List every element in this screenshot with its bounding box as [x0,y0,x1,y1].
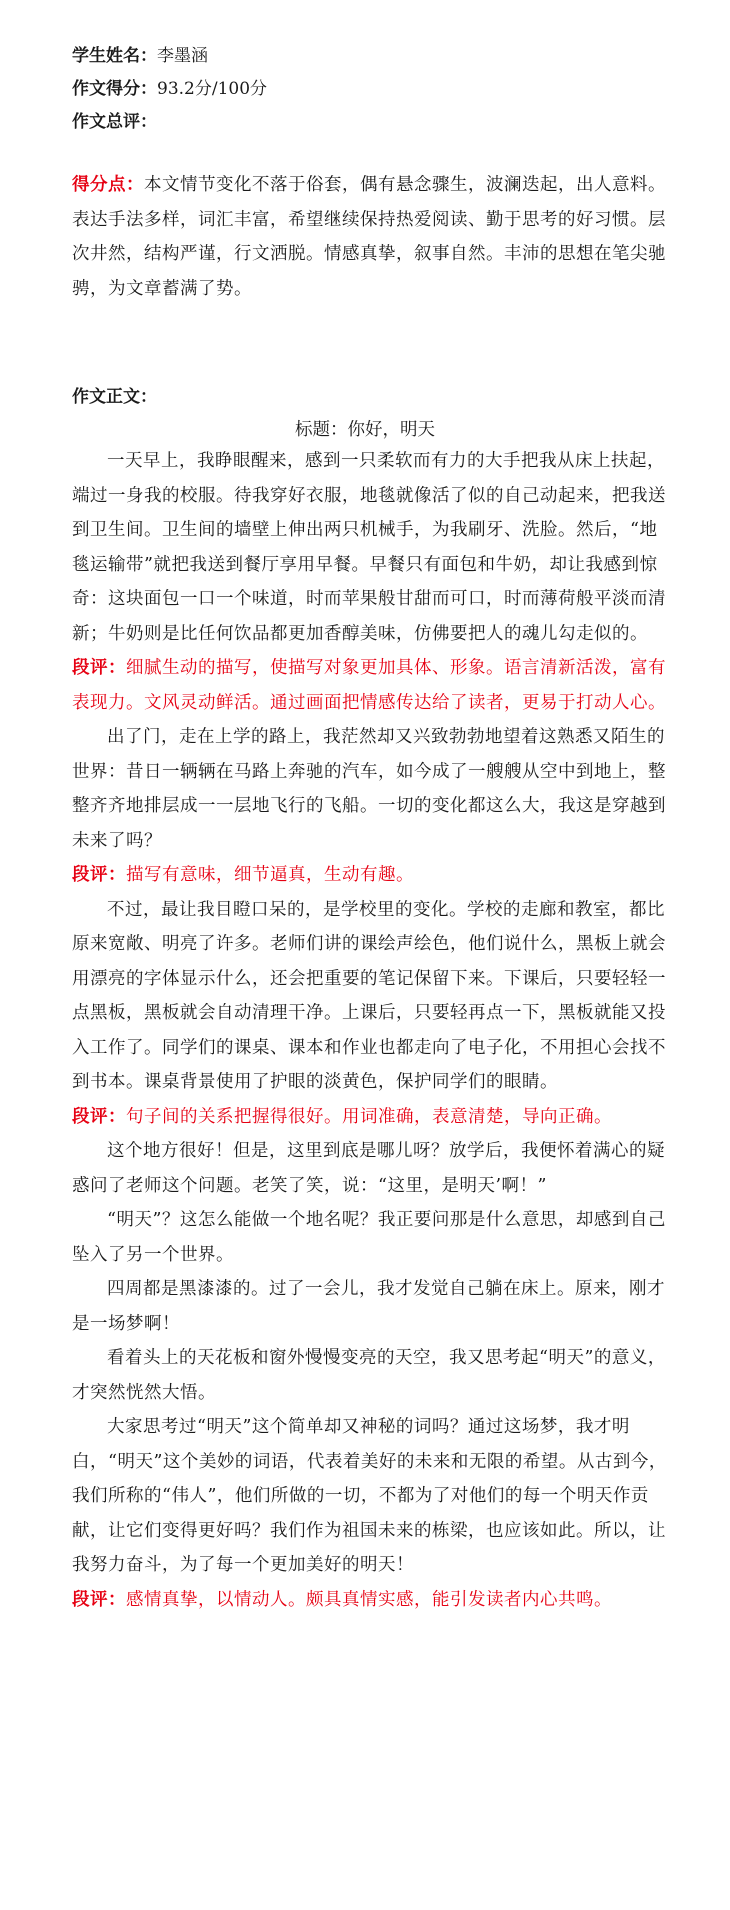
essay-title: 标题：你好，明天 [295,420,435,440]
essay-body-label: 作文正文： [72,387,157,407]
overall-review-heading [72,110,157,134]
paragraph-comment-label: 段评： [72,1106,126,1127]
paragraph-comment-2 [72,858,672,893]
score-row [72,77,267,101]
essay-paragraph-7: 看着头上的天花板和窗外慢慢变亮的天空，我又思考起“明天”的意义，才突然恍然大悟。 [72,1348,666,1403]
student-name-label: 学生姓名： [72,46,157,66]
overall-comment [72,168,672,306]
paragraph-comment-text: 句子间的关系把握得很好。用词准确，表意清楚，导向正确。 [126,1106,612,1127]
paragraph-comment-text: 描写有意味，细节逼真，生动有趣。 [126,865,414,885]
student-name: 李墨涵 [157,46,208,66]
score-label: 作文得分： [72,79,157,99]
essay-paragraph-3: 不过，最让我目瞪口呆的，是学校里的变化。学校的走廊和教室，都比原来宽敞、明亮了许多。老师们讲的课绘声绘色，他们说什么，黑板上就会用漂亮的字体显示什么，还会把重要的笔记保留下来。下课后，只要轻轻一点黑板，黑板就会自动清理干净。上课后，只要轻再点一下，黑板就能又投入工作了。同学们的课桌、课本和作业也都走向了电子化，不用担心会找不到书本。课桌背景使用了护眼的淡黄色，保护同学们的眼睛。 [72,899,666,1092]
essay-paragraph-5: “明天”？这怎么能做一个地名呢？我正要问那是什么意思，却感到自己坠入了另一个世界。 [72,1210,666,1265]
essay-paragraph-4: 这个地方很好！但是，这里到底是哪儿呀？放学后，我便怀着满心的疑惑问了老师这个问题。老笑了笑，说：“这里，是明天’啊！” [72,1141,665,1196]
student-name-row [72,44,208,68]
essay-body-heading [72,385,157,409]
essay-paragraph-1: 一天早上，我睁眼醒来，感到一只柔软而有力的大手把我从床上扶起，端过一身我的校服。待我穿好衣服，地毯就像活了似的自己动起来，把我送到卫生间。卫生间的墙壁上伸出两只机械手，为我刷牙、洗脸。然后，“地毯运输带”就把我送到餐厅享用早餐。早餐只有面包和牛奶，却让我感到惊奇：这块面包一口一个味道，时而苹果般甘甜而可口，时而薄荷般平淡而清新；牛奶则是比任何饮品都更加香醇美味，仿佛要把人的魂儿勾走似的。 [72,451,666,644]
essay-paragraph-8: 大家思考过“明天”这个简单却又神秘的词吗？通过这场梦，我才明白，“明天”这个美妙的词语，代表着美好的未来和无限的希望。从古到今，我们所称的“伟人”，他们所做的一切，不都为了对他们的每一个明天作贡献，让它们变得更好吗？我们作为祖国未来的栋梁，也应该如此。所以，让我努力奋斗，为了每一个更加美好的明天！ [72,1417,667,1575]
paragraph-comment-1 [72,651,672,720]
overall-comment-text: 本文情节变化不落于俗套，偶有悬念骤生，波澜迭起，出人意料。表达手法多样，词汇丰富，希望继续保持热爱阅读、勤于思考的好习惯。层次井然，结构严谨，行文洒脱。情感真挚，叙事自然。丰沛的思想在笔尖驰骋，为文章蓄满了势。 [72,175,666,299]
paragraph-comment-text: 感情真挚，以情动人。颇具真情实感，能引发读者内心共鸣。 [126,1589,612,1610]
essay-paragraph-6: 四周都是黑漆漆的。过了一会儿，我才发觉自己躺在床上。原来，刚才是一场梦啊！ [72,1279,665,1334]
overall-review-label: 作文总评： [72,112,157,132]
paragraph-comment-3 [72,1100,672,1135]
paragraph-comment-text: 细腻生动的描写，使描写对象更加具体、形象。语言清新活泼，富有表现力。文风灵动鲜活。通过画面把情感传达给了读者，更易于打动人心。 [72,658,666,713]
essay-paragraph-2: 出了门，走在上学的路上，我茫然却又兴致勃勃地望着这熟悉又陌生的世界：昔日一辆辆在马路上奔驰的汽车，如今成了一艘艘从空中到地上，整整齐齐地排层成一一层地飞行的飞船。一切的变化都这么大，我这是穿越到未来了吗？ [72,727,666,851]
essay-body [72,444,672,1617]
paragraph-comment-label: 段评： [72,1589,126,1610]
paragraph-comment-4 [72,1583,672,1618]
paragraph-comment-label: 段评： [72,865,126,885]
paragraph-comment-label: 段评： [72,658,126,678]
score-value: 93.2分/100分 [157,79,268,99]
overall-comment-label: 得分点： [72,175,144,195]
